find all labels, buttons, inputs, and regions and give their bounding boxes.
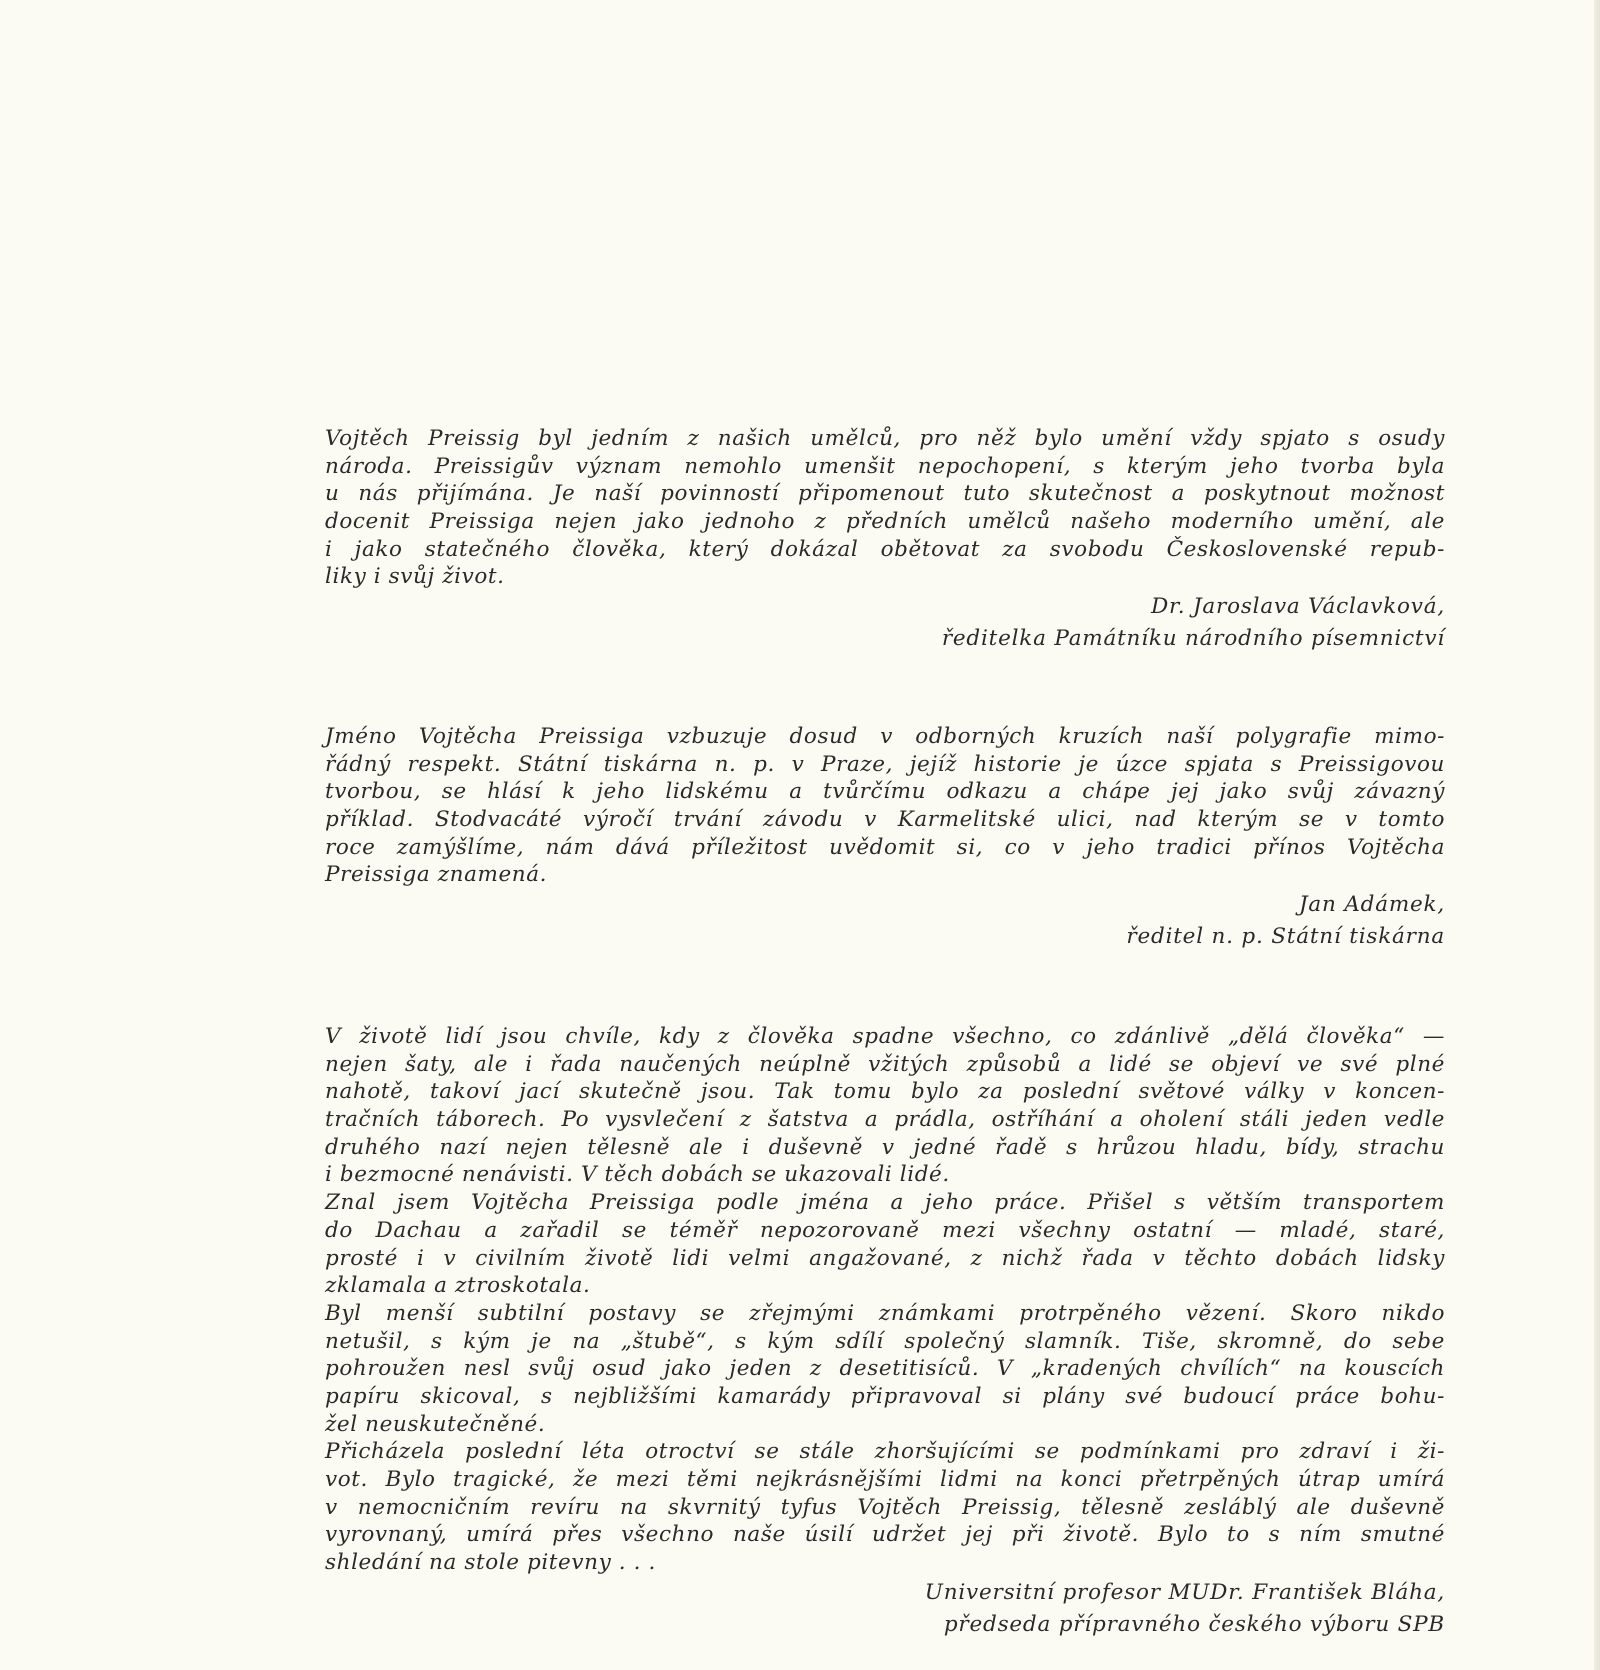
paragraph-line: i jako statečného člověka, který dokázal obětovat za svobodu Československé repub- <box>325 536 1445 562</box>
paragraph-line: liky i svůj život. <box>325 564 505 590</box>
paragraph-line: docenit Preissiga nejen jako jednoho z předních umělců našeho moderního umění, ale <box>325 509 1445 535</box>
paragraph-line: zklamala a ztroskotala. <box>325 1273 591 1299</box>
paragraph-line: shledání na stole pitevny . . . <box>325 1550 656 1576</box>
paragraph-line: Jméno Vojtěcha Preissiga vzbuzuje dosud v odborných kruzích naší polygrafie mimo- <box>325 724 1445 749</box>
signature-name: Universitní profesor MUDr. František Bláha, <box>924 1579 1445 1605</box>
signature-title: ředitel n. p. Státní tiskárna <box>1126 924 1445 950</box>
paragraph-line: příklad. Stodvacáté výročí trvání závodu v Karmelitské ulici, nad kterým se v tomto <box>325 807 1445 833</box>
paragraph-line: v nemocničním revíru na skvrnitý tyfus Vojtěch Preissig, tělesně zesláblý ale duševně <box>325 1494 1445 1520</box>
paragraph-line: druhého nazí nejen tělesně ale i duševně v jedné řadě s hrůzou hladu, bídy, strachu <box>325 1134 1445 1160</box>
paragraph-line: tračních táborech. Po vysvlečení z šatstva a prádla, ostříhání a oholení stáli jeden vedle <box>325 1107 1445 1133</box>
paragraph-line: V životě lidí jsou chvíle, kdy z člověka spadne všechno, co zdánlivě „dělá člověka“ — <box>325 1024 1445 1049</box>
paragraph-line: vot. Bylo tragické, že mezi těmi nejkrásnějšími lidmi na konci přetrpěných útrap umírá <box>325 1467 1445 1492</box>
statement-blaha <box>325 1023 1445 1641</box>
paragraph-line: do Dachau a zařadil se téměř nepozorovaně mezi všechny ostatní — mladé, staré, <box>325 1217 1445 1243</box>
paragraph-line: netušil, s kým je na „štubě“, s kým sdílí společný slamník. Tiše, skromně, do sebe <box>325 1328 1445 1354</box>
paragraph-line: roce zamýšlíme, nám dává příležitost uvědomit si, co v jeho tradici přínos Vojtěcha <box>325 834 1445 860</box>
statement-vaclavkova <box>325 425 1445 655</box>
paragraph-line: Přicházela poslední léta otroctví se stále zhoršujícími se podmínkami pro zdraví i ži- <box>325 1439 1445 1465</box>
paragraph-line: Znal jsem Vojtěcha Preissiga podle jména a jeho práce. Přišel s větším transportem <box>325 1190 1445 1216</box>
paragraph-line: řádný respekt. Státní tiskárna n. p. v Praze, jejíž historie je úzce spjata s Preissigovou <box>325 751 1445 777</box>
page-edge <box>1594 0 1600 1670</box>
paragraph-line: papíru skicoval, s nejbližšími kamarády připravoval si plány své budoucí práce bohu- <box>325 1383 1445 1409</box>
paragraph-line: národa. Preissigův význam nemohlo umenšit nepochopení, s kterým jeho tvorba byla <box>325 453 1445 479</box>
paragraph-line: nejen šaty, ale i řada naučených neúplně vžitých způsobů a lidé se objeví ve své plné <box>325 1051 1445 1077</box>
paragraph-line: pohroužen nesl svůj osud jako jeden z desetitisíců. V „kradených chvílích“ na kouscích <box>325 1356 1445 1382</box>
statement-adamek <box>325 723 1445 953</box>
paragraph-line: u nás přijímána. Je naší povinností připomenout tuto skutečnost a poskytnout možnost <box>325 481 1445 507</box>
paragraph-line: vyrovnaný, umírá přes všechno naše úsilí udržet jej při životě. Bylo to s ním smutné <box>325 1522 1445 1548</box>
paragraph-line: i bezmocné nenávisti. V těch dobách se ukazovali lidé. <box>325 1162 950 1188</box>
paragraph-line: žel neuskutečněné. <box>325 1411 546 1437</box>
paragraph-line: prosté i v civilním životě lidi velmi angažované, z nichž řada v těchto dobách lidsky <box>325 1245 1445 1271</box>
paragraph-line: nahotě, takoví jací skutečně jsou. Tak tomu bylo za poslední světové války v koncen- <box>325 1079 1445 1105</box>
signature-name: Jan Adámek, <box>1299 892 1445 918</box>
paragraph-line: Byl menší subtilní postavy se zřejmými známkami protrpěného vězení. Skoro nikdo <box>325 1300 1445 1326</box>
paragraph-line: Preissiga znamená. <box>325 862 548 888</box>
signature-title: předseda přípravného českého výboru SPB <box>943 1611 1445 1637</box>
signature-name: Dr. Jaroslava Václavková, <box>1150 594 1445 620</box>
paragraph-line: tvorbou, se hlásí k jeho lidskému a tvůrčímu odkazu a chápe jej jako svůj závazný <box>325 779 1445 805</box>
signature-title: ředitelka Památníku národního písemnictví <box>941 626 1445 652</box>
paragraph-line: Vojtěch Preissig byl jedním z našich umělců, pro něž bylo umění vždy spjato s osudy <box>325 426 1445 451</box>
